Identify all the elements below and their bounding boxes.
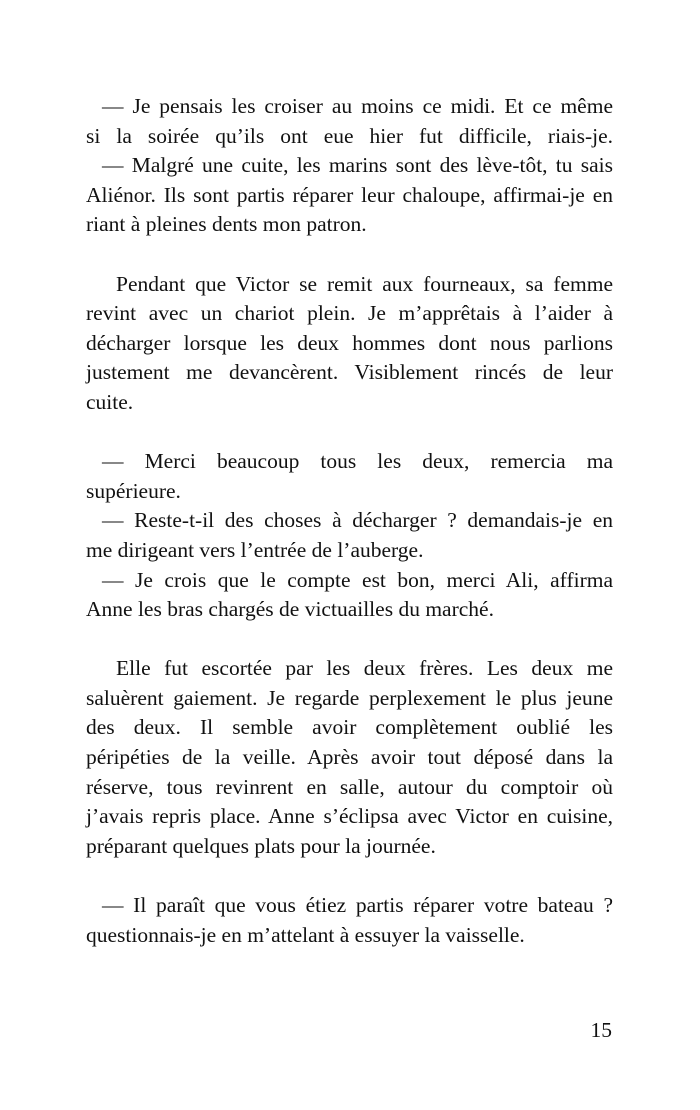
- text-line: — Je pensais les croiser au moins ce midi. Et ce même: [102, 94, 613, 118]
- text-line: — Reste-t-il des choses à décharger ? demandais-je en: [102, 508, 613, 533]
- paragraph: [86, 270, 613, 418]
- text-line: saluèrent gaiement. Je regarde perplexement le plus jeune: [86, 685, 613, 710]
- text-line: me dirigeant vers l’entrée de l’auberge.: [86, 537, 424, 562]
- paragraph-gap: [86, 240, 613, 270]
- text-line: supérieure.: [86, 478, 181, 503]
- text-line: des deux. Il semble avoir complètement oublié les: [86, 715, 613, 740]
- text-line: — Je crois que le compte est bon, merci Ali, affirma: [102, 567, 613, 592]
- text-line: Aliénor. Ils sont partis réparer leur chaloupe, affirmai-je en: [86, 182, 613, 207]
- text-line: justement me devancèrent. Visiblement rincés de leur: [86, 360, 613, 385]
- text-line: décharger lorsque les deux hommes dont nous parlions: [86, 330, 613, 355]
- text-line: riant à pleines dents mon patron.: [86, 212, 367, 237]
- text-line: réserve, tous revinrent en salle, autour du comptoir où: [86, 774, 613, 799]
- text-line: cuite.: [86, 389, 134, 414]
- text-line: — Il paraît que vous étiez partis réparer votre bateau ?: [102, 893, 613, 918]
- paragraph: [86, 891, 613, 950]
- page-number: 15: [590, 1018, 612, 1042]
- paragraph-gap: [86, 861, 613, 891]
- text-line: — Merci beaucoup tous les deux, remercia ma: [102, 449, 613, 474]
- text-line: j’avais repris place. Anne s’éclipsa avec Victor en cuisine,: [86, 804, 613, 829]
- paragraph: [86, 447, 613, 625]
- text-line: péripéties de la veille. Après avoir tout déposé dans la: [86, 745, 613, 770]
- text-line: Pendant que Victor se remit aux fourneaux, sa femme: [116, 271, 613, 296]
- paragraph: [86, 654, 613, 861]
- page-text: [86, 92, 613, 950]
- text-line: questionnais-je en m’attelant à essuyer la vaisselle.: [86, 922, 525, 947]
- text-line: revint avec un chariot plein. Je m’apprêtais à l’aider à: [86, 301, 613, 326]
- text-line: si la soirée qu’ils ont eue hier fut difficile, riais-je.: [86, 123, 613, 148]
- text-line: Elle fut escortée par les deux frères. Les deux me: [116, 656, 613, 681]
- text-line: — Malgré une cuite, les marins sont des lève-tôt, tu sais: [102, 153, 613, 178]
- paragraph-gap: [86, 418, 613, 448]
- paragraph-gap: [86, 625, 613, 655]
- text-line: Anne les bras chargés de victuailles du marché.: [86, 597, 494, 622]
- paragraph: [86, 92, 613, 240]
- text-line: préparant quelques plats pour la journée.: [86, 833, 436, 858]
